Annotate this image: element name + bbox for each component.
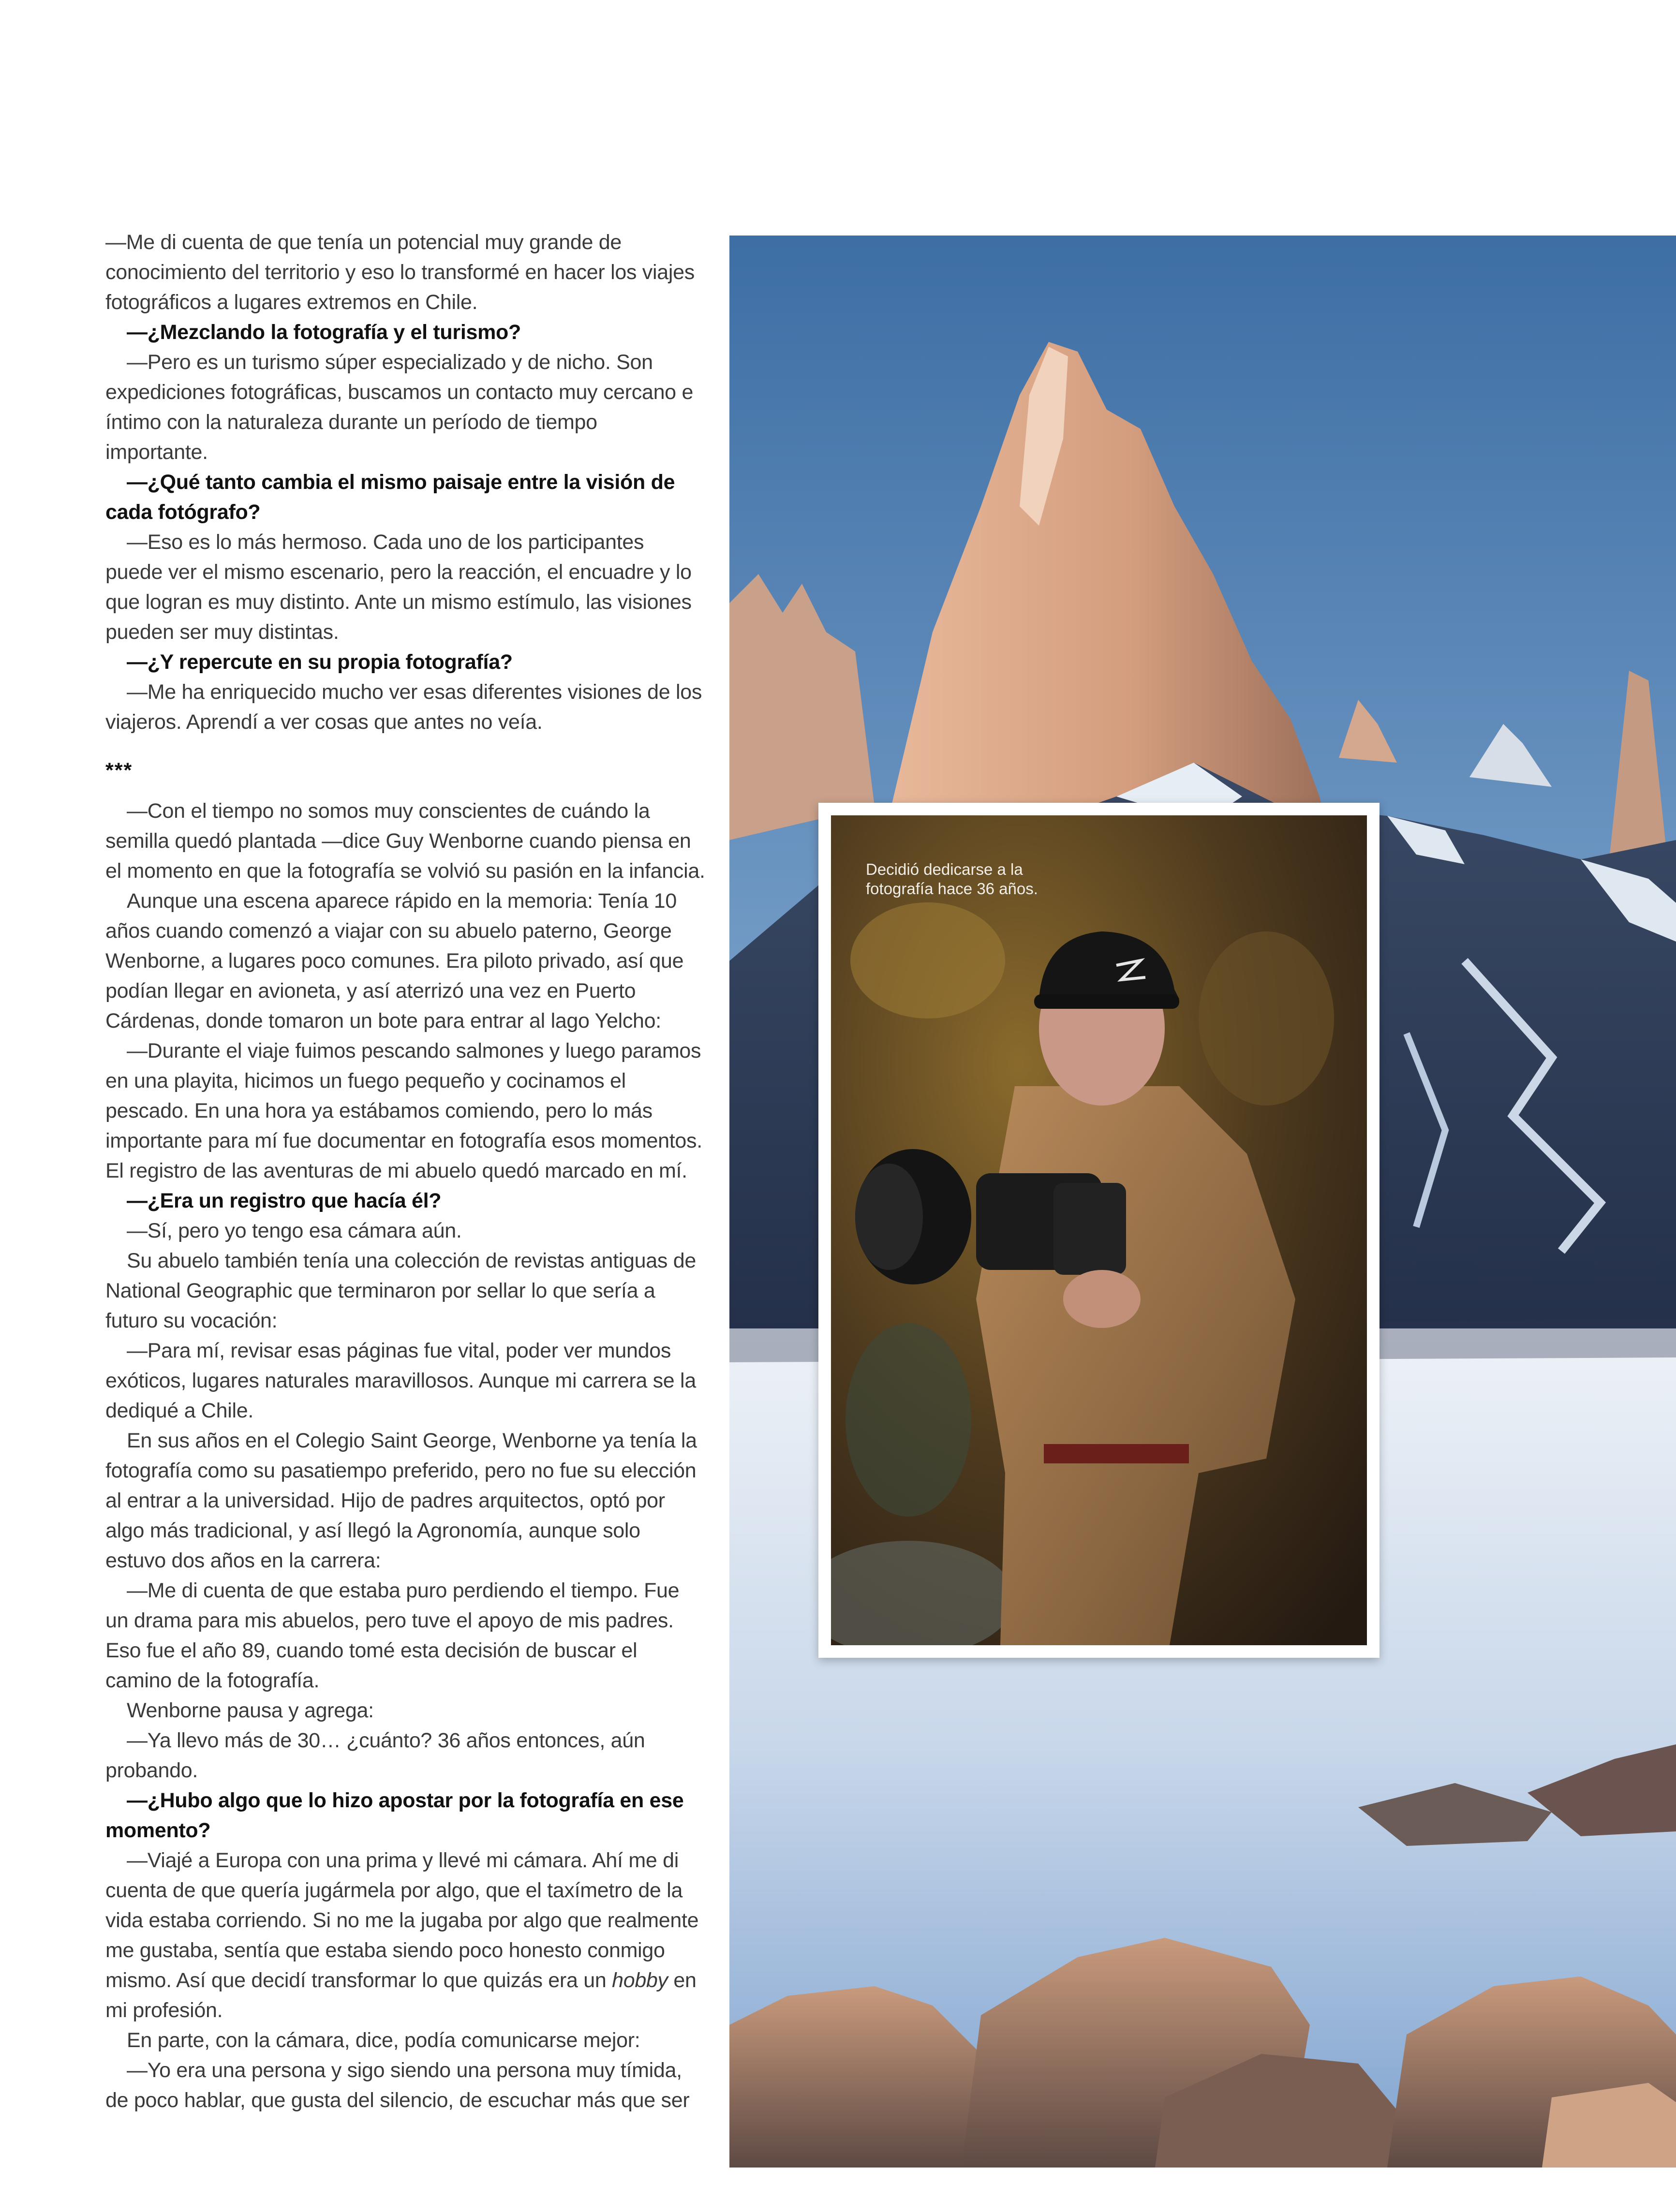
- paragraph-answer: —Me di cuenta de que tenía un potencial muy grande de conocimiento del territorio y eso lo transformé en hacer los viajes fotográficos a lugares extremos en Chile.: [105, 231, 695, 314]
- paragraph-question: —¿Y repercute en su propia fotografía?: [127, 650, 513, 674]
- paragraph-answer: —Con el tiempo no somos muy conscientes de cuándo la semilla quedó plantada —dice Guy Wenborne cuando piensa en el momento en que la fotografía se volvió su pasión en la infancia.: [105, 799, 705, 883]
- paragraph-answer: —Eso es lo más hermoso. Cada uno de los participantes puede ver el mismo escenario, pero la reacción, el encuadre y lo que logran es muy distinto. Ante un mismo estímulo, las visiones pueden ser muy distintas.: [105, 531, 692, 644]
- paragraph-answer: [105, 1845, 705, 2025]
- article-text-column: [105, 227, 705, 2115]
- paragraph-question: —¿Hubo algo que lo hizo apostar por la fotografía en ese momento?: [105, 1789, 684, 1842]
- paragraph-answer-tail: en mi profesión.: [105, 1969, 697, 2022]
- paragraph-answer-text: —Viajé a Europa con una prima y llevé mi cámara. Ahí me di cuenta de que quería jugármela por algo, que el taxímetro de la vida estaba corriendo. Si no me la jugaba por algo que realmente me gustaba, sentía que estaba siendo poco honesto conmigo mismo. Así que decidí transformar lo que quizás era un: [105, 1849, 699, 1992]
- paragraph-answer: —Ya llevo más de 30… ¿cuánto? 36 años entonces, aún probando.: [105, 1729, 645, 1782]
- paragraph-answer: —Me ha enriquecido mucho ver esas diferentes visiones de los viajeros. Aprendí a ver cosas que antes no veía.: [105, 680, 702, 734]
- paragraph-answer: —Para mí, revisar esas páginas fue vital, poder ver mundos exóticos, lugares naturales maravillosos. Aunque mi carrera se la dediqué a Chile.: [105, 1339, 696, 1422]
- portrait-photo-frame: [818, 803, 1379, 1658]
- paragraph-answer: —Durante el viaje fuimos pescando salmones y luego paramos en una playita, hicimos un fuego pequeño y cocinamos el pescado. En una hora ya estábamos comiendo, pero lo más importante para mí fue documentar en fotografía esos momentos. El registro de las aventuras de mi abuelo quedó marcado en mí.: [105, 1039, 702, 1182]
- paragraph-narration: Wenborne pausa y agrega:: [127, 1699, 374, 1722]
- portrait-photo: [831, 815, 1367, 1645]
- paragraph-question: —¿Mezclando la fotografía y el turismo?: [127, 321, 521, 344]
- paragraph-narration: En sus años en el Colegio Saint George, Wenborne ya tenía la fotografía como su pasatiempo preferido, pero no fue su elección al entrar a la universidad. Hijo de padres arquitectos, optó por algo más tradicional, y así llegó la Agronomía, aunque solo estuvo dos años en la carrera:: [105, 1429, 697, 1572]
- photographer-portrait-illustration: [831, 815, 1367, 1645]
- paragraph-narration: Aunque una escena aparece rápido en la memoria: Tenía 10 años cuando comenzó a viajar con su abuelo paterno, George Wenborne, a lugares poco comunes. Era piloto privado, así que podían llegar en avioneta, y así aterrizó una vez en Puerto Cárdenas, donde tomaron un bote para entrar al lago Yelcho:: [105, 889, 684, 1032]
- paragraph-answer: —Sí, pero yo tengo esa cámara aún.: [127, 1219, 462, 1242]
- paragraph-answer: —Me di cuenta de que estaba puro perdiendo el tiempo. Fue un drama para mis abuelos, pero tuve el apoyo de mis padres. Eso fue el año 89, cuando tomé esta decisión de buscar el camino de la fotografía.: [105, 1579, 680, 1692]
- section-separator: ***: [105, 759, 133, 782]
- italic-word: hobby: [612, 1969, 668, 1992]
- paragraph-narration: En parte, con la cámara, dice, podía comunicarse mejor:: [127, 2029, 640, 2052]
- paragraph-question: —¿Qué tanto cambia el mismo paisaje entre la visión de cada fotógrafo?: [105, 471, 675, 524]
- paragraph-narration: Su abuelo también tenía una colección de revistas antiguas de National Geographic que terminaron por sellar lo que sería a futuro su vocación:: [105, 1249, 696, 1332]
- photo-caption: Decidió dedicarse a la fotografía hace 36 años.: [866, 860, 1038, 898]
- paragraph-answer: —Yo era una persona y sigo siendo una persona muy tímida, de poco hablar, que gusta del silencio, de escuchar más que ser: [105, 2059, 690, 2112]
- paragraph-question: —¿Era un registro que hacía él?: [127, 1189, 442, 1212]
- paragraph-answer: —Pero es un turismo súper especializado y de nicho. Son expediciones fotográficas, buscamos un contacto muy cercano e íntimo con la naturaleza durante un período de tiempo importante.: [105, 351, 694, 464]
